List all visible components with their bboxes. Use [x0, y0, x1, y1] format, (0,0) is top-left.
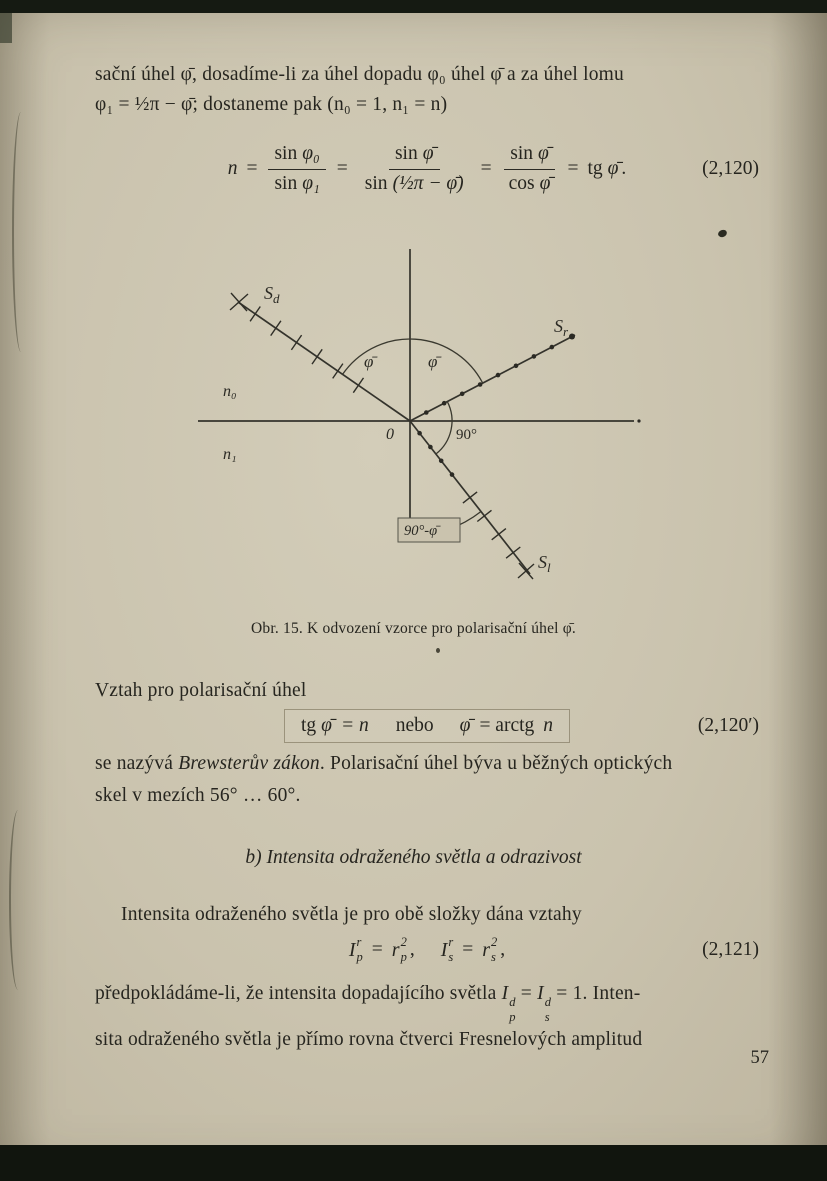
eq-variable: φ̄	[538, 143, 549, 165]
sup-sub: 2 p	[400, 934, 407, 964]
scan-speck	[717, 229, 728, 239]
paragraph-closing-line1	[95, 978, 775, 1024]
figure-caption: Obr. 15. K odvození vzorce pro polarisační úhel φ̄.	[251, 620, 576, 637]
sup-sub: 2 s	[491, 934, 498, 964]
eq-variable: r	[482, 938, 491, 961]
scan-speck	[436, 648, 440, 653]
paragraph-brewster-line1	[95, 748, 775, 780]
eq-variable: φ̄	[607, 158, 619, 179]
equation-2-120-prime	[95, 704, 759, 748]
function-name: sin	[274, 143, 298, 165]
text-run: předpokládáme-li, že intensita dopadajícího světla	[95, 983, 502, 1004]
incident-ray-label: $S_d$	[264, 283, 280, 306]
text-run: . Polarisační úhel býva u běžných optických	[319, 753, 673, 774]
phi-angle-right-label: φ̄	[428, 352, 438, 371]
comma: ,	[409, 939, 415, 960]
figure-diagram	[168, 246, 648, 612]
equals-sign: =	[246, 158, 258, 179]
function-name: sin	[364, 172, 388, 194]
function-name: = arctg	[479, 715, 535, 736]
sup-sub: d p	[509, 995, 516, 1025]
equation-number: (2,120)	[702, 158, 759, 179]
incident-ray	[238, 302, 410, 421]
equation-number: (2,120′)	[697, 715, 759, 736]
polarization-ticks-incident	[230, 293, 364, 393]
paragraph-relation: Vztah pro polarisační úhel	[95, 680, 307, 701]
scan-edge-notch	[0, 13, 12, 43]
phi-angle-left-label: φ̄	[364, 352, 374, 371]
paragraph-intensity: Intensita odraženého světla je pro obě složky dána vztahy	[121, 904, 582, 925]
paragraph-brewster	[95, 748, 775, 812]
sup-sub: d s	[544, 995, 552, 1025]
text-run: se nazývá	[95, 753, 179, 774]
function-name: sin	[510, 143, 534, 165]
eq-variable: (½π − φ̄)	[392, 172, 464, 194]
function-name: sin	[394, 143, 418, 165]
highlight-box	[284, 709, 570, 743]
medium-n1-label: n₁	[223, 446, 237, 463]
equals-sign: =	[567, 158, 579, 179]
eq-rhs: = n	[340, 715, 369, 736]
equals-sign: =	[371, 939, 383, 960]
binding-mark	[9, 810, 27, 990]
eq-variable: n	[543, 715, 554, 736]
equation-2-121	[95, 926, 759, 974]
eq-variable: I	[348, 938, 356, 961]
eq-variable: φ̄	[539, 172, 551, 194]
function-name: cos	[508, 172, 535, 194]
eq-variable: r	[391, 938, 400, 961]
interface-end-dot	[637, 419, 640, 422]
paragraph-brewster-line2: skel v mezích 56° … 60°.	[95, 785, 301, 806]
ninety-degree-label: 90°	[456, 427, 477, 443]
fraction	[503, 142, 557, 196]
eq-variable: φ₀	[302, 143, 320, 165]
paragraph-intro-line1: sační úhel φ̄, dosadíme-li za úhel dopadu φ₀ úhel φ̄ a za úhel lomu	[95, 64, 624, 85]
equation-2-120	[95, 138, 759, 200]
eq-variable: I	[537, 983, 544, 1004]
eq-variable: φ̄	[459, 715, 471, 736]
medium-n0-label: n₀	[223, 383, 237, 400]
period: .	[621, 158, 627, 179]
function-name: tg	[587, 158, 603, 179]
origin-label: 0	[386, 426, 394, 443]
reflected-ray-label: $S_r$	[554, 316, 569, 339]
paragraph-closing-line2: sita odraženého světla je přímo rovna čtverci Fresnelových amplitud	[95, 1029, 643, 1051]
eq-variable: I	[440, 938, 448, 961]
equals-sign: =	[336, 158, 348, 179]
scan-edge-bottom	[0, 1145, 827, 1181]
section-heading: b) Intensita odraženého světla a odrazivost	[245, 847, 582, 868]
scan-edge-top	[0, 0, 827, 13]
paragraph-intro	[95, 60, 770, 120]
eq-variable: I	[501, 983, 509, 1004]
sup-sub: r s	[448, 934, 454, 964]
equals-sign: =	[480, 158, 492, 179]
comma: ,	[500, 939, 506, 960]
ninety-minus-phi-label: 90°-φ̄	[404, 523, 438, 539]
word-nebo: nebo	[395, 715, 434, 736]
sup-sub: r p	[356, 934, 363, 964]
ninety-degree-arc	[436, 402, 452, 454]
polarization-dots-reflected	[424, 334, 641, 423]
paragraph-closing	[95, 978, 775, 1055]
equals-sign: =	[515, 983, 538, 1004]
eq-variable: φ̄	[422, 143, 434, 165]
binding-mark	[12, 112, 30, 352]
text-run: = 1. Inten-	[551, 983, 641, 1004]
paragraph-intro-line2: φ₁ = ½π − φ̄; dostaneme pak (n₀ = 1, n₁ = n)	[95, 94, 448, 115]
refracted-ray-label: $S_l$	[538, 552, 551, 575]
function-name: tg	[300, 715, 317, 736]
eq-variable: n	[227, 158, 238, 179]
eq-variable: φ̄	[321, 715, 332, 736]
fraction	[268, 142, 325, 196]
equals-sign: =	[462, 939, 474, 960]
equation-number: (2,121)	[702, 939, 759, 960]
fraction	[359, 142, 470, 196]
brewster-law-term: Brewsterův zákon	[178, 753, 320, 774]
function-name: sin	[274, 172, 298, 194]
page-number: 57	[750, 1048, 769, 1068]
eq-variable: φ₁	[302, 172, 320, 194]
